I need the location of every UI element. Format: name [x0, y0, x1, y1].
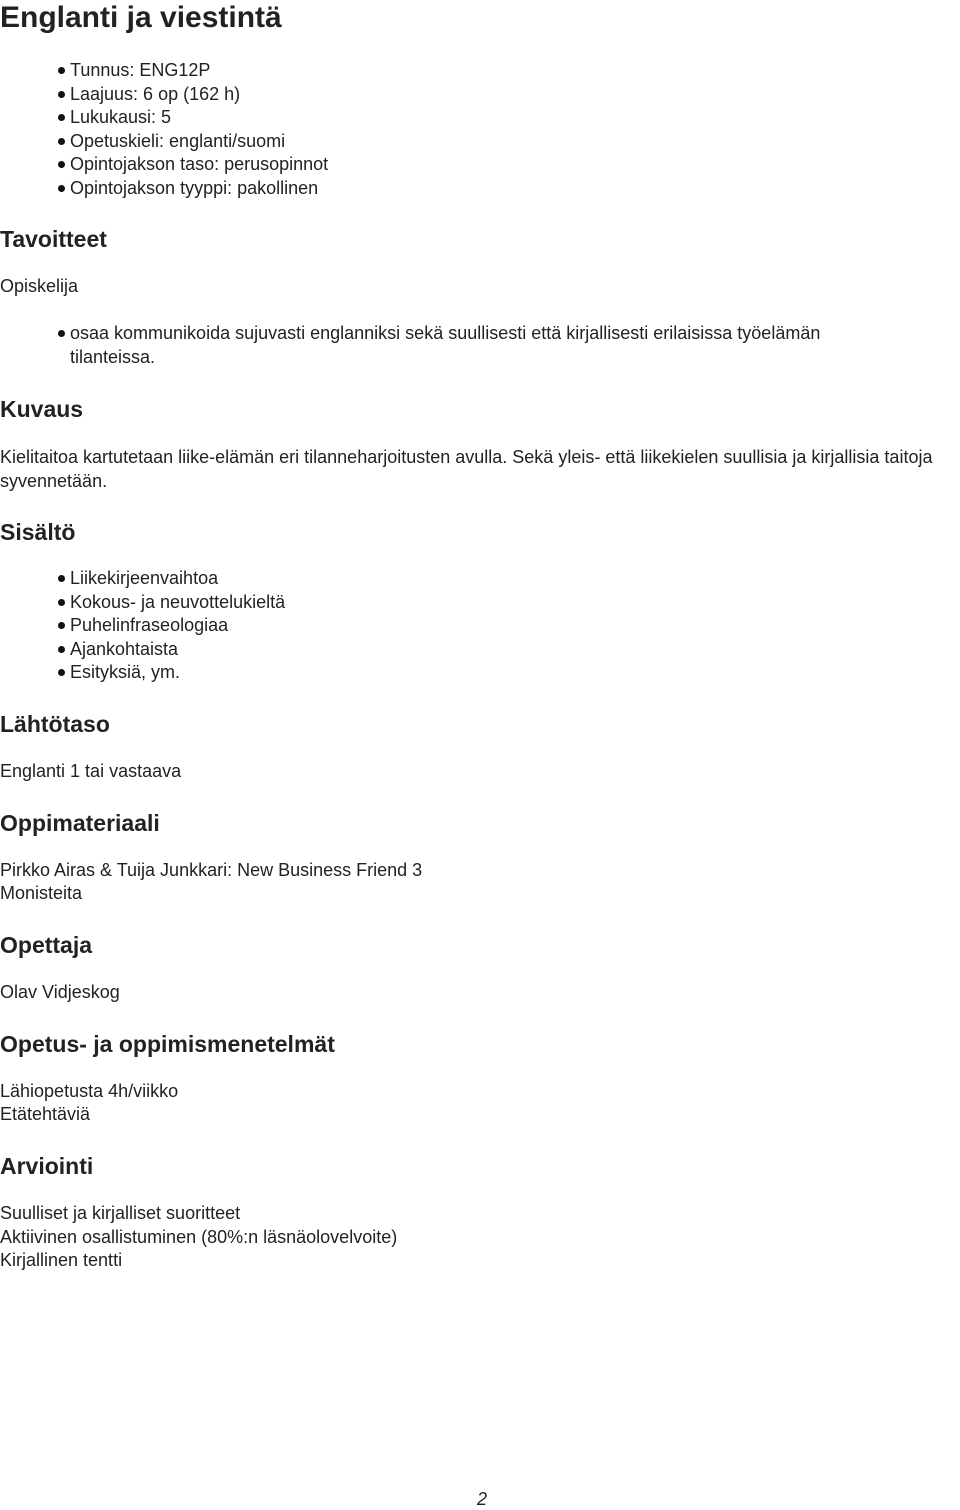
menetelmat-line: Lähiopetusta 4h/viikko — [0, 1081, 179, 1101]
arviointi-line: Aktiivinen osallistuminen (80%:n läsnäolovelvoite) — [0, 1227, 398, 1247]
info-item-language: Opetuskieli: englanti/suomi — [0, 130, 328, 154]
oppimateriaali-line: Monisteita — [0, 883, 83, 903]
info-item-credits: Laajuus: 6 op (162 h) — [0, 83, 328, 107]
info-item-type: Opintojakson tyyppi: pakollinen — [0, 177, 328, 201]
tavoitteet-intro: Opiskelija — [0, 276, 79, 296]
heading-oppimateriaali: Oppimateriaali — [0, 810, 160, 836]
info-item-code: Tunnus: ENG12P — [0, 59, 328, 83]
arviointi-line: Suulliset ja kirjalliset suoritteet — [0, 1203, 241, 1223]
oppimateriaali-line: Pirkko Airas & Tuija Junkkari: New Business Friend 3 — [0, 860, 423, 880]
heading-tavoitteet: Tavoitteet — [0, 226, 107, 252]
info-item-semester: Lukukausi: 5 — [0, 106, 328, 130]
sisalto-list — [0, 567, 285, 685]
lahtotaso-line: Englanti 1 tai vastaava — [0, 761, 182, 781]
info-item-level: Opintojakson taso: perusopinnot — [0, 153, 328, 177]
sisalto-item: Esityksiä, ym. — [0, 661, 285, 685]
sisalto-item: Puhelinfraseologiaa — [0, 614, 285, 638]
page-title: Englanti ja viestintä — [0, 1, 282, 34]
page-number: 2 — [477, 1489, 488, 1509]
heading-opettaja: Opettaja — [0, 932, 93, 958]
menetelmat-line: Etätehtäviä — [0, 1104, 91, 1124]
tavoitteet-item: osaa kommunikoida sujuvasti englanniksi sekä suullisesti että kirjallisesti erilaisissa työelämän tilanteissa. — [0, 322, 900, 369]
heading-sisalto: Sisältö — [0, 519, 76, 545]
heading-arviointi: Arviointi — [0, 1153, 94, 1179]
sisalto-item: Kokous- ja neuvottelukieltä — [0, 591, 285, 615]
heading-menetelmat: Opetus- ja oppimismenetelmät — [0, 1031, 335, 1057]
kuvaus-text: Kielitaitoa kartutetaan liike-elämän eri tilanneharjoitusten avulla. Sekä yleis- että liikekielen suullisia ja kirjallisia taitoja syvennetään. — [0, 447, 933, 491]
course-info-list — [0, 59, 328, 200]
sisalto-item: Liikekirjeenvaihtoa — [0, 567, 285, 591]
heading-kuvaus: Kuvaus — [0, 396, 84, 422]
sisalto-item: Ajankohtaista — [0, 638, 285, 662]
arviointi-line: Kirjallinen tentti — [0, 1250, 123, 1270]
tavoitteet-list — [0, 322, 900, 369]
heading-lahtotaso: Lähtötaso — [0, 711, 110, 737]
opettaja-line: Olav Vidjeskog — [0, 982, 120, 1002]
